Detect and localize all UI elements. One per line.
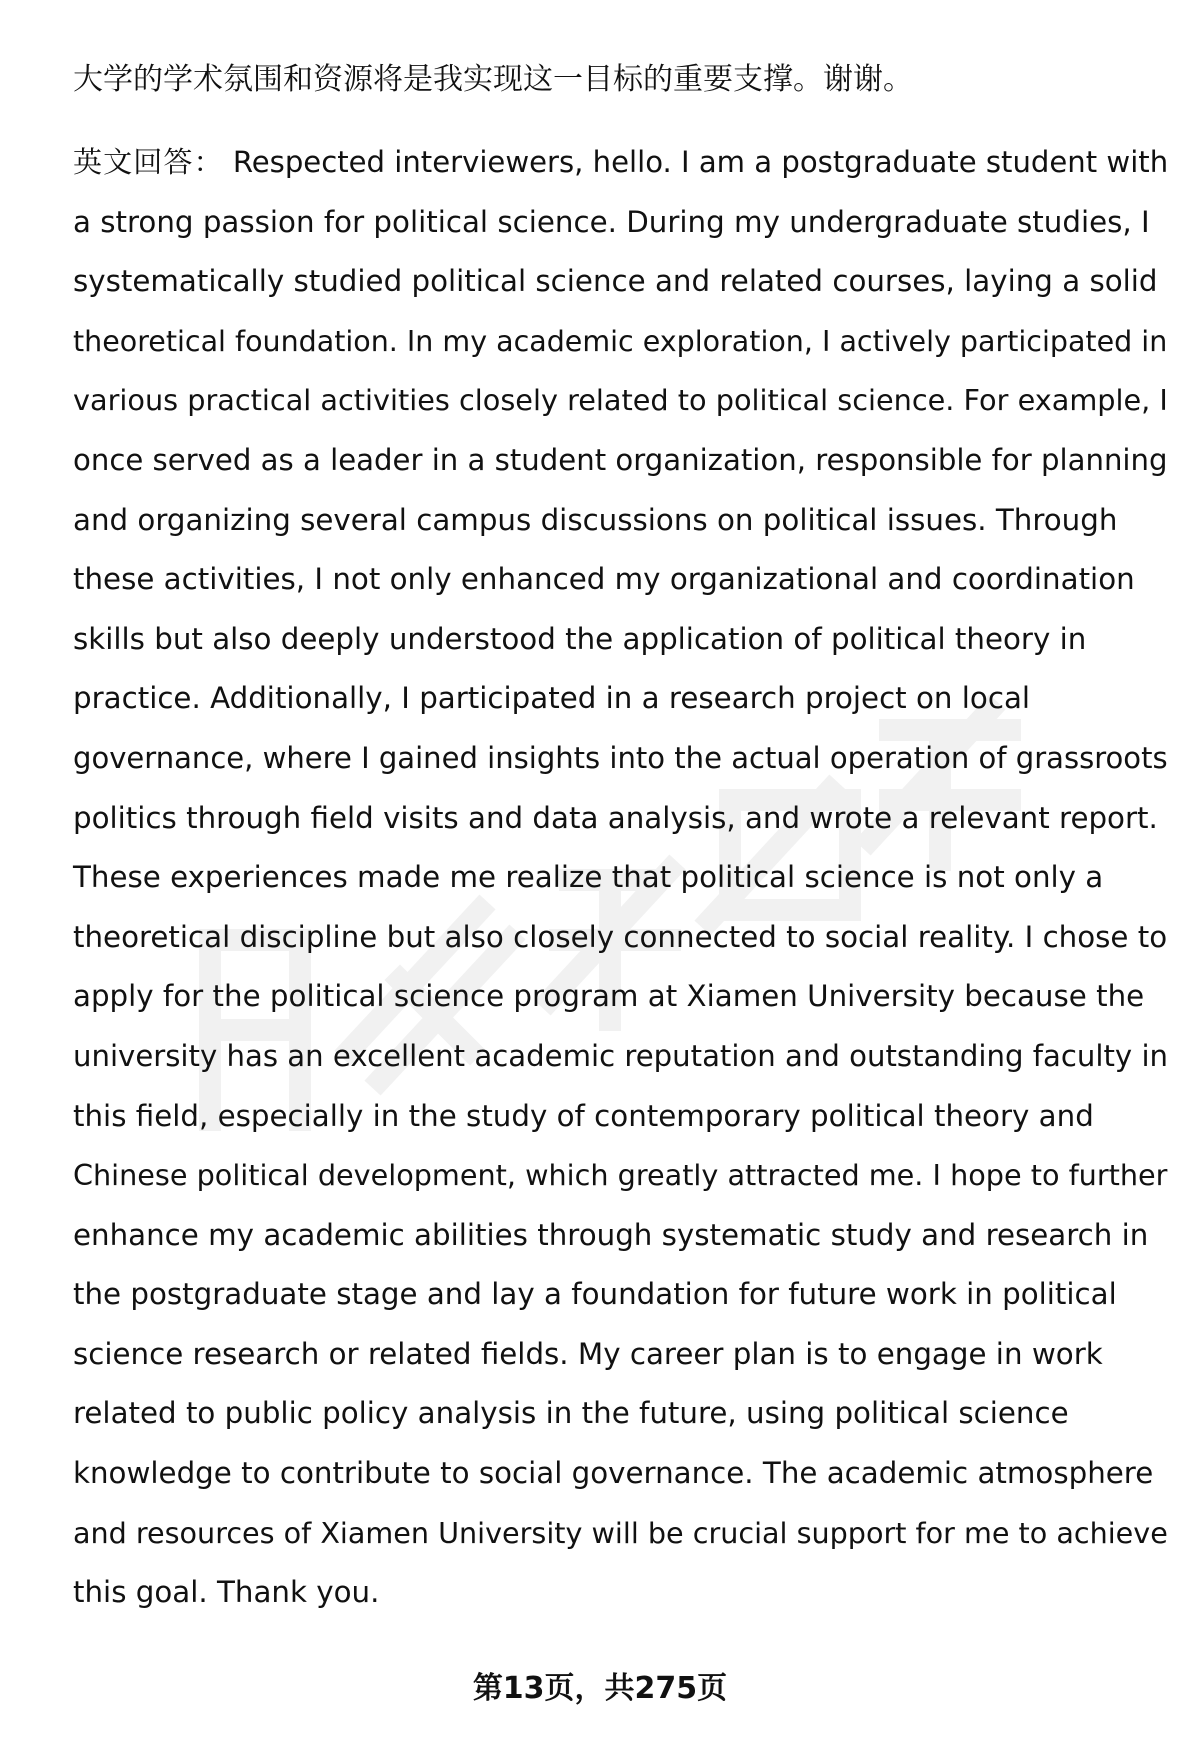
answer-line: university has an excellent academic reputation and outstanding faculty in [73,1038,1169,1073]
answer-line: these activities, I not only enhanced my organizational and coordination [73,562,1135,597]
answer-line: and resources of Xiamen University will be crucial support for me to achieve [73,1515,1168,1550]
answer-line: politics through field visits and data analysis, and wrote a relevant report. [73,800,1158,835]
english-answer [73,133,1169,1623]
answer-line: apply for the political science program at Xiamen University because the [73,979,1145,1014]
answer-first-line [73,133,1169,193]
answer-line: theoretical foundation. In my academic exploration, I actively participated in [73,324,1168,358]
answer-line: governance, where I gained insights into the actual operation of grassroots [73,740,1168,775]
continued-chinese-text: 大学的学术氛围和资源将是我实现这一目标的重要支撑。谢谢。 [73,62,913,97]
answer-first-line-text: Respected interviewers, hello. I am a postgraduate student with [232,145,1169,179]
answer-line: and organizing several campus discussions on political issues. Through [73,502,1118,537]
answer-label: 英文回答： [73,145,224,179]
answer-line: Chinese political development, which greatly attracted me. I hope to further [73,1158,1168,1193]
answer-line: practice. Additionally, I participated in a research project on local [73,681,1031,716]
answer-line: These experiences made me realize that political science is not only a [73,860,1104,895]
answer-line: knowledge to contribute to social governance. The academic atmosphere [73,1456,1154,1491]
answer-line: once served as a leader in a student organization, responsible for planning [73,442,1168,477]
answer-line: science research or related fields. My career plan is to engage in work [73,1336,1103,1371]
answer-line: theoretical discipline but also closely connected to social reality. I chose to [73,919,1168,954]
answer-line: related to public policy analysis in the future, using political science [73,1396,1069,1431]
answer-line: skills but also deeply understood the application of political theory in [73,621,1087,656]
answer-line: the postgraduate stage and lay a foundation for future work in political [73,1277,1117,1312]
answer-line: enhance my academic abilities through systematic study and research in [73,1217,1149,1252]
answer-line: a strong passion for political science. During my undergraduate studies, I [73,204,1150,239]
answer-line: this field, especially in the study of contemporary political theory and [73,1098,1094,1133]
page-number-footer: 第13页，共275页 [472,1671,728,1706]
answer-line: systematically studied political science and related courses, laying a solid [73,264,1158,299]
document-page [73,55,1169,1623]
answer-line: this goal. Thank you. [73,1575,380,1610]
answer-line: various practical activities closely related to political science. For example, I [73,383,1168,418]
